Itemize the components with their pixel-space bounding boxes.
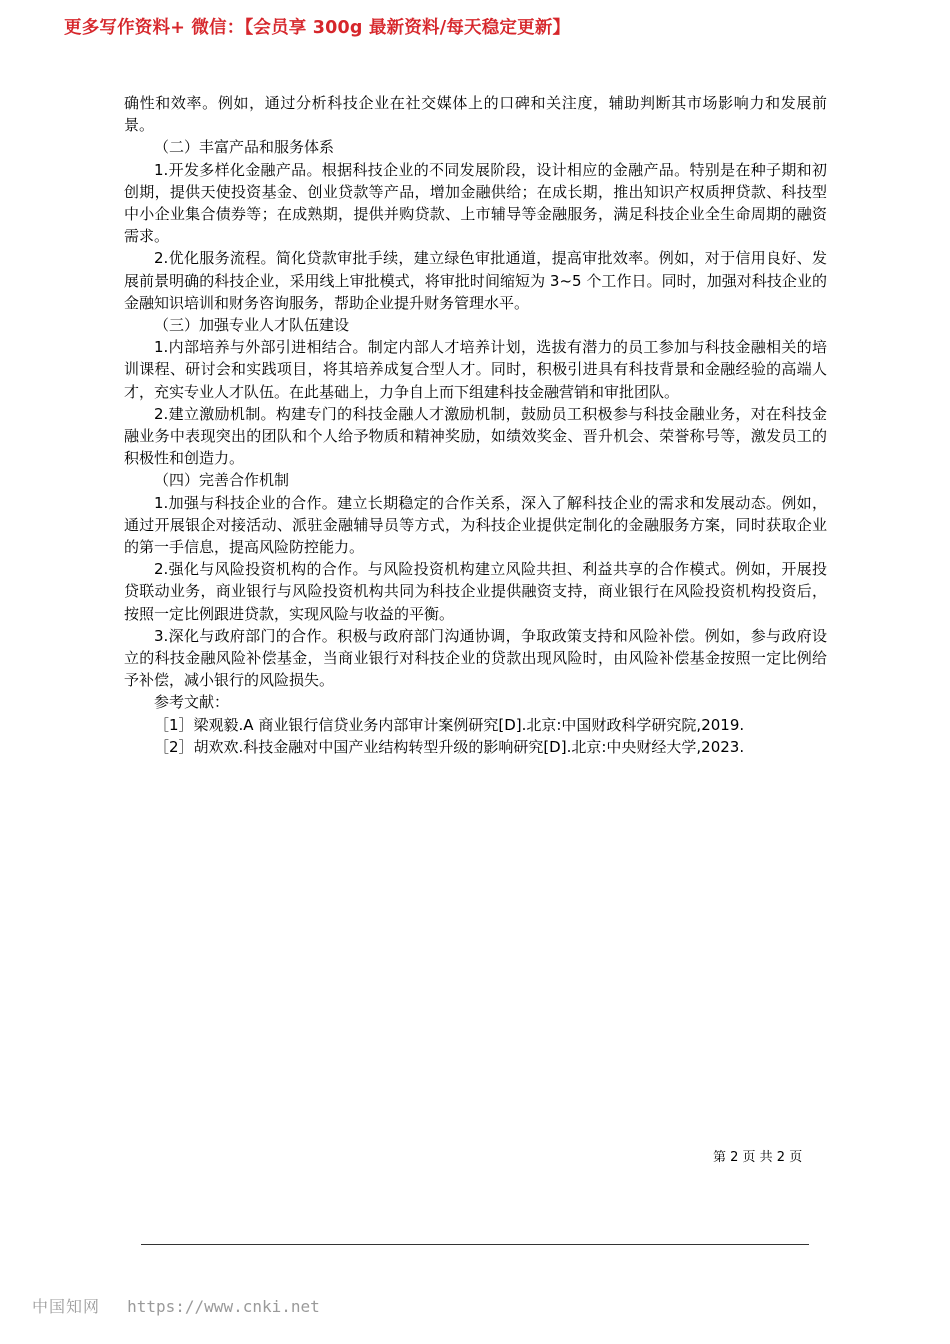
cnki-url[interactable]: https://www.cnki.net xyxy=(127,1297,320,1316)
page-number: 第 2 页 共 2 页 xyxy=(713,1150,803,1165)
paragraph: 2.强化与风险投资机构的合作。与风险投资机构建立风险共担、利益共享的合作模式。例如，开展投贷联动业务，商业银行与风险投资机构共同为科技企业提供融资支持，商业银行在风险投资机构投资后，按照一定比例跟进贷款，实现风险与收益的平衡。 xyxy=(124,560,827,623)
paragraph: 3.深化与政府部门的合作。积极与政府部门沟通协调，争取政策支持和风险补偿。例如，参与政府设立的科技金融风险补偿基金，当商业银行对科技企业的贷款出现风险时，由风险补偿基金按照一定比例给予补偿，减小银行的风险损失。 xyxy=(124,626,827,690)
paragraph: 1.加强与科技企业的合作。建立长期稳定的合作关系，深入了解科技企业的需求和发展动态。例如，通过开展银企对接活动、派驻金融辅导员等方式，为科技企业提供定制化的金融服务方案，同时获取企业的第一手信息，提高风险防控能力。 xyxy=(124,493,827,557)
paragraph: 2.优化服务流程。简化贷款审批手续，建立绿色审批通道，提高审批效率。例如，对于信用良好、发展前景明确的科技企业，采用线上审批模式，将审批时间缩短为 3~5 个工作日。同时，加强对科技企业的金融知识培训和财务咨询服务，帮助企业提升财务管理水平。 xyxy=(124,249,827,312)
document-body xyxy=(124,92,827,758)
cnki-watermark xyxy=(32,1294,320,1317)
cnki-logo-text: 中国知网 xyxy=(32,1297,101,1316)
paragraph: 1.内部培养与外部引进相结合。制定内部人才培养计划，选拔有潜力的员工参加与科技金融相关的培训课程、研讨会和实践项目，将其培养成复合型人才。同时，积极引进具有科技背景和金融经验的高端人才，充实专业人才队伍。在此基础上，力争自上而下组建科技金融营销和审批团队。 xyxy=(124,338,827,401)
promo-banner: 更多写作资料+ 微信：【会员享 300g 最新资料/每天稳定更新】 xyxy=(64,18,571,38)
paragraph: 确性和效率。例如，通过分析科技企业在社交媒体上的口碑和关注度，辅助判断其市场影响力和发展前景。 xyxy=(124,94,827,135)
section-heading: （四）完善合作机制 xyxy=(154,471,290,490)
footer-divider xyxy=(141,1244,809,1245)
reference-item: ［1］梁观毅.A 商业银行信贷业务内部审计案例研究[D].北京:中国财政科学研究院,2019. xyxy=(154,715,745,734)
section-heading: （三）加强专业人才队伍建设 xyxy=(154,316,350,335)
reference-item: ［2］胡欢欢.科技金融对中国产业结构转型升级的影响研究[D].北京:中央财经大学,2023. xyxy=(154,737,745,756)
references-title: 参考文献： xyxy=(154,693,230,712)
paragraph: 2.建立激励机制。构建专门的科技金融人才激励机制，鼓励员工积极参与科技金融业务，对在科技金融业务中表现突出的团队和个人给予物质和精神奖励，如绩效奖金、晋升机会、荣誉称号等，激发员工的积极性和创造力。 xyxy=(124,404,827,468)
section-heading: （二）丰富产品和服务体系 xyxy=(154,138,335,157)
paragraph: 1.开发多样化金融产品。根据科技企业的不同发展阶段，设计相应的金融产品。特别是在种子期和初创期，提供天使投资基金、创业贷款等产品，增加金融供给；在成长期，推出知识产权质押贷款、科技型中小企业集合债券等；在成熟期，提供并购贷款、上市辅导等金融服务，满足科技企业全生命周期的融资需求。 xyxy=(124,160,827,246)
